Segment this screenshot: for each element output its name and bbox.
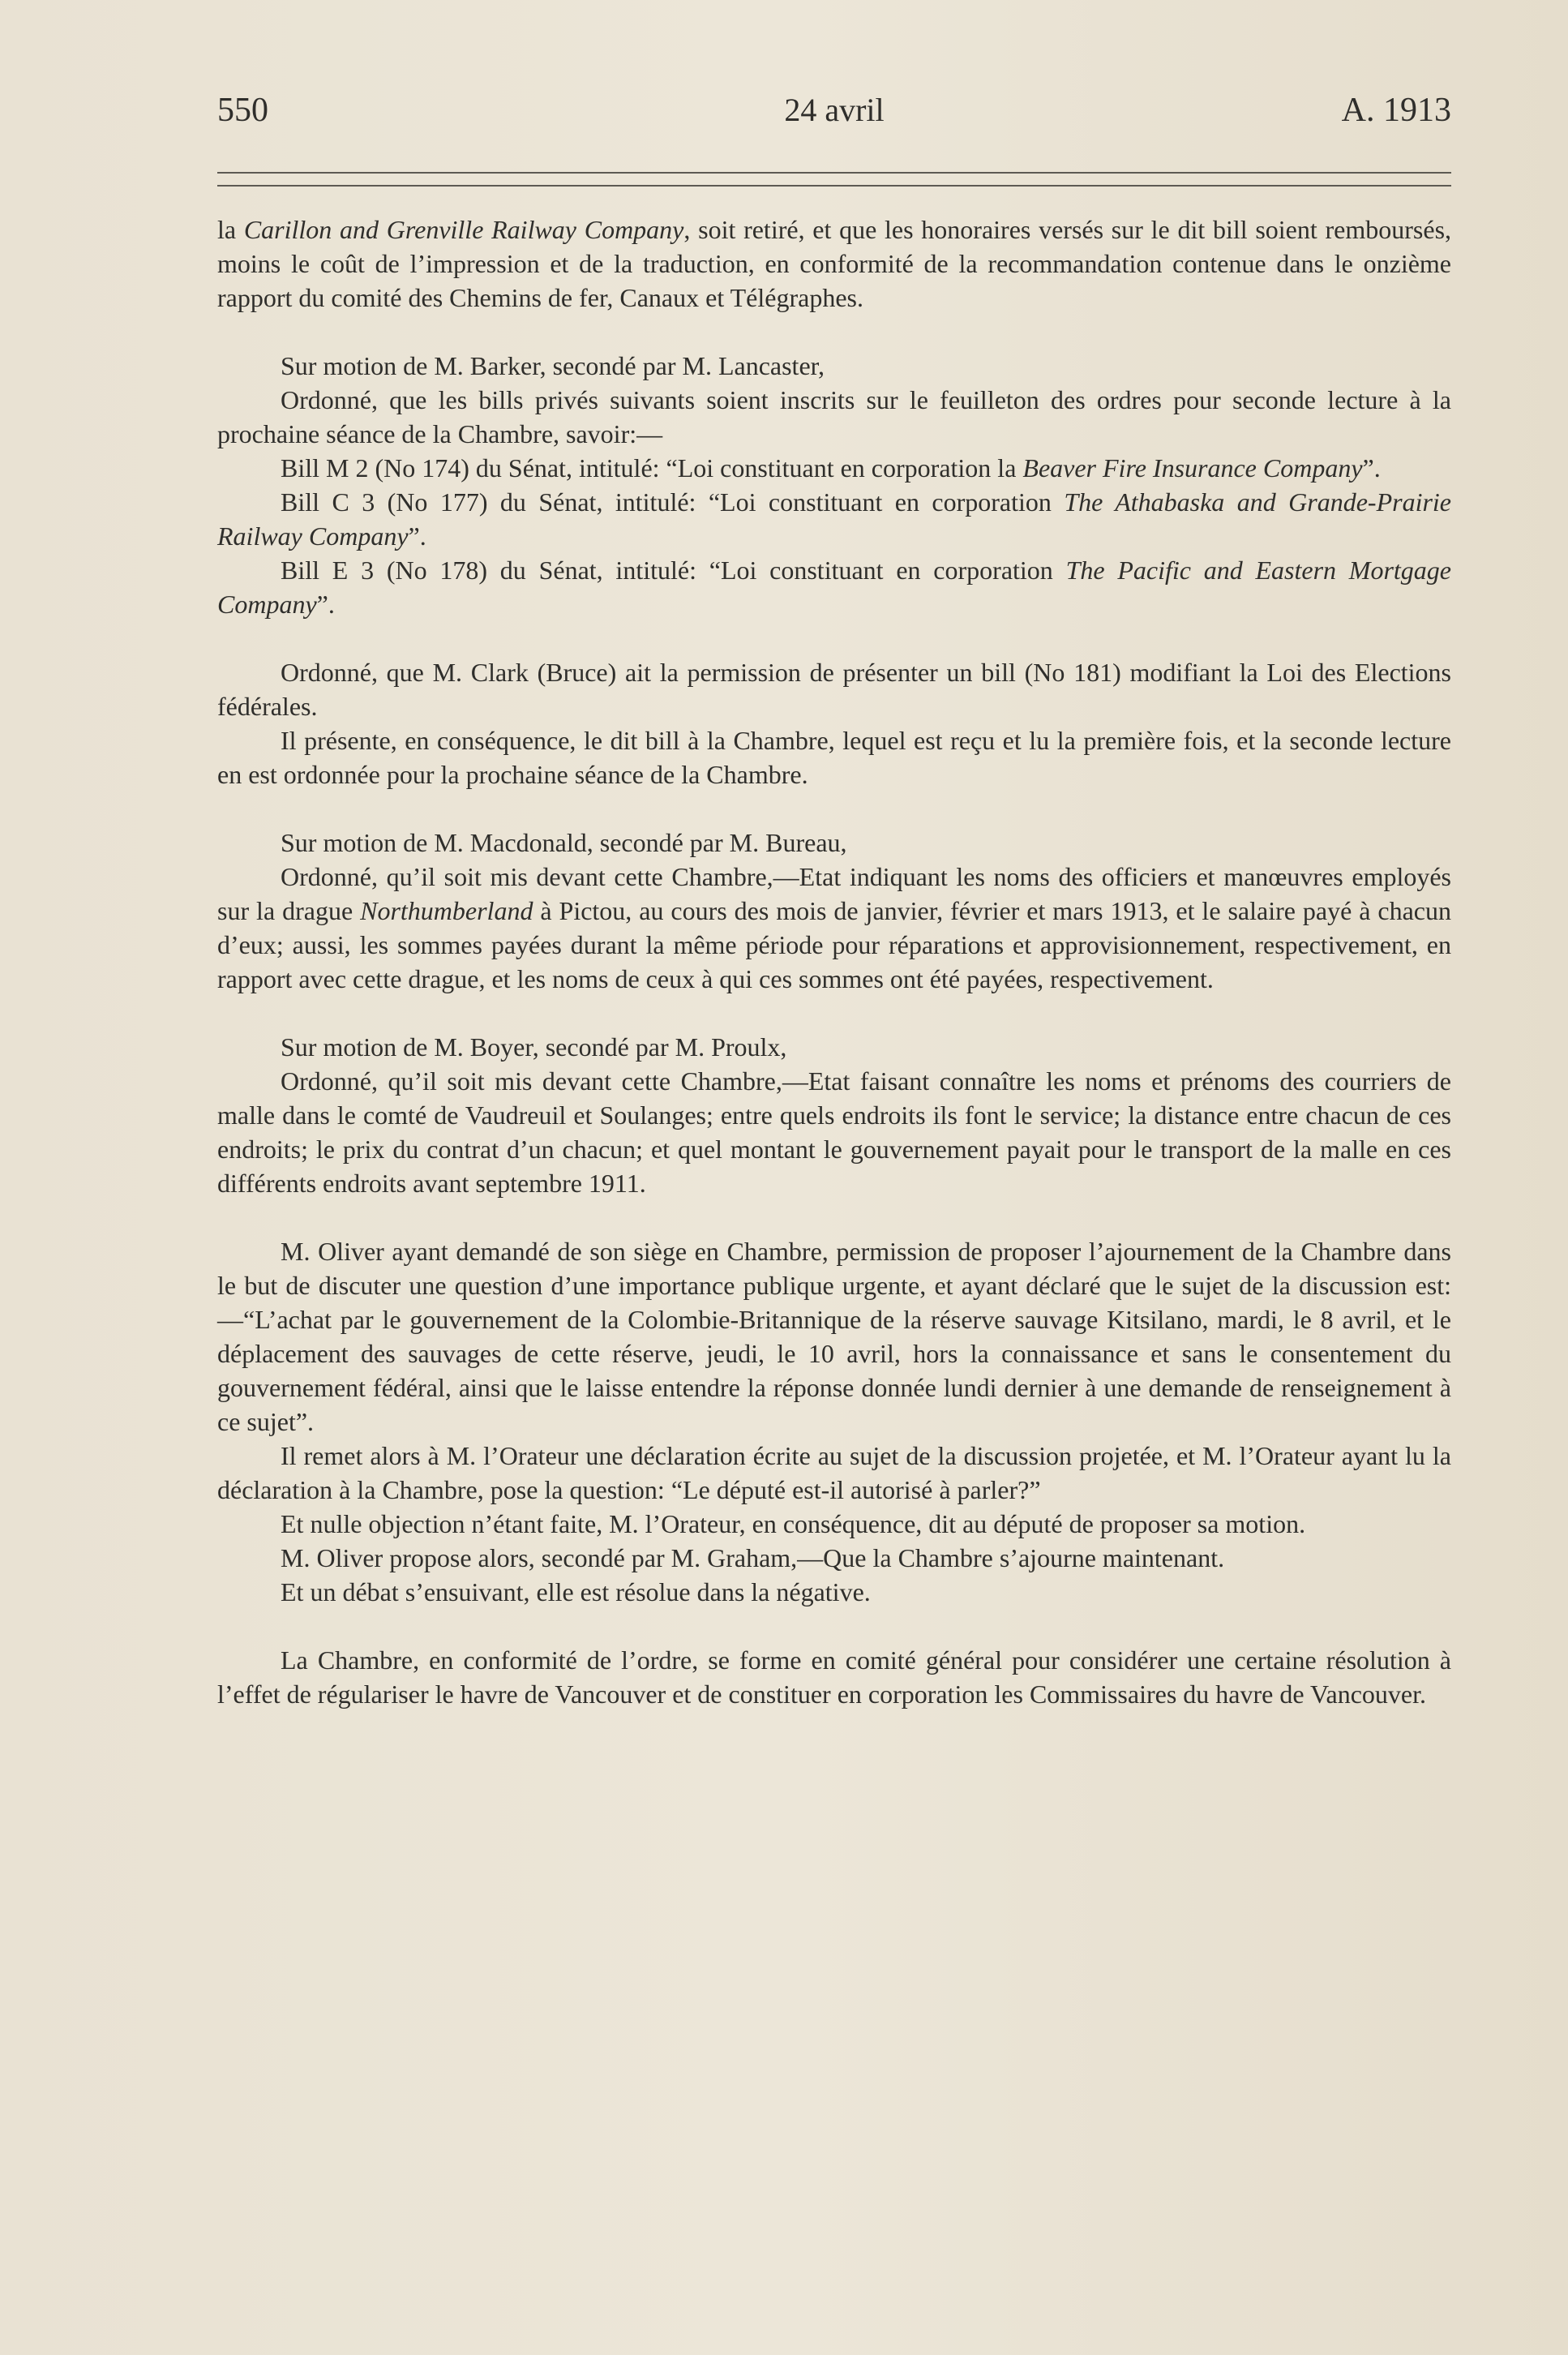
order-northumberland	[217, 860, 1451, 996]
header-rule-top	[217, 172, 1451, 174]
company-name: Carillon and Grenville Railway Company	[243, 215, 684, 244]
paragraph-text: Ordonné, qu’il soit mis devant cette Chambre,—Etat indiquant les noms des officiers et manœuvres employés sur la drague	[217, 862, 1451, 925]
paragraph-text: , soit retiré, et que les honoraires versés sur le dit bill soient remboursés, moins le coût de l’impression et de la traduction, en conformité de la recommandation contenue dans le onzième rapport du comité des Chemins de fer, Canaux et Télégraphes.	[217, 215, 1452, 312]
motion-barker: Sur motion de M. Barker, secondé par M. Lancaster,	[281, 351, 825, 380]
order-clark-bill: Ordonné, que M. Clark (Bruce) ait la permission de présenter un bill (No 181) modifiant la Loi des Elections fédérales.	[217, 658, 1451, 721]
dredge-name: Northumberland	[360, 896, 533, 925]
page-number: 550	[217, 92, 268, 129]
company-name: Beaver Fire Insurance Company	[1022, 453, 1363, 483]
header-rule-bottom	[217, 185, 1451, 187]
committee-vancouver-harbour: La Chambre, en conformité de l’ordre, se forme en comité général pour considérer une certaine résolution à l’effet de régulariser le havre de Vancouver et de constituer en corporation les Commissaires du havre de Vancouver.	[217, 1645, 1451, 1709]
bill-m2	[217, 451, 1451, 485]
bill-e3	[217, 553, 1451, 621]
oliver-adjournment-request: M. Oliver ayant demandé de son siège en Chambre, permission de proposer l’ajournement de la Chambre dans le but de discuter une question d’une importance publique urgente, et ayant déclaré que le sujet de la discussion est:—“L’achat par le gouvernement de la Colombie-Britannique de la réserve sauvage Kitsilano, mardi, le 8 avril, et le déplacement des sauvages de cette réserve, jeudi, le 10 avril, hors la connaissance et sans le consentement du gouvernement fédéral, ainsi que le laisse entendre la réponse donnée lundi dernier à une demande de renseignement à ce sujet”.	[217, 1237, 1451, 1436]
paragraph-text: Bill M 2 (No 174) du Sénat, intitulé: “Loi constituant en corporation la	[281, 453, 1023, 483]
debate-result: Et un débat s’ensuivant, elle est résolue dans la négative.	[281, 1577, 871, 1606]
speaker-question: Il remet alors à M. l’Orateur une déclaration écrite au sujet de la discussion projetée, et M. l’Orateur ayant lu la déclaration à la Chambre, pose la question: “Le député est-il autorisé à parler?”	[217, 1441, 1451, 1504]
oliver-motion: M. Oliver propose alors, secondé par M. Graham,—Que la Chambre s’ajourne maintenant.	[281, 1543, 1225, 1572]
document-body	[217, 212, 1451, 1711]
paragraph-text: ”.	[316, 590, 335, 619]
company-name: The Athabaska and Grande-Prairie Railway Company	[217, 487, 1452, 551]
paragraph-text: ”.	[408, 521, 426, 551]
bill-c3	[217, 485, 1451, 553]
paragraph-text: la	[217, 215, 244, 244]
paragraph-text: Bill C 3 (No 177) du Sénat, intitulé: “Loi constituant en corporation	[281, 487, 1065, 517]
order-mail-carriers: Ordonné, qu’il soit mis devant cette Chambre,—Etat faisant connaître les noms et prénoms des courriers de malle dans le comté de Vaudreuil et Soulanges; entre quels endroits ils font le service; la distance entre chacun de ces endroits; le prix du contrat d’un chacun; et quel montant le gouvernement payait pour le transport de la malle en ces différents endroits avant septembre 1911.	[217, 1066, 1451, 1198]
header-year: A. 1913	[1341, 92, 1451, 129]
motion-boyer: Sur motion de M. Boyer, secondé par M. Proulx,	[281, 1032, 787, 1062]
motion-macdonald: Sur motion de M. Macdonald, secondé par M. Bureau,	[281, 828, 847, 857]
paragraph-text: à Pictou, au cours des mois de janvier, février et mars 1913, et le salaire payé à chacun d’eux; aussi, les sommes payées durant la même période pour réparations et approvisionnement, respectivement, en rapport avec cette drague, et les noms de ceux à qui ces sommes ont été payées, respectivement.	[217, 896, 1452, 993]
no-objection: Et nulle objection n’étant faite, M. l’Orateur, en conséquence, dit au député de proposer sa motion.	[281, 1509, 1306, 1538]
order-private-bills: Ordonné, que les bills privés suivants soient inscrits sur le feuilleton des ordres pour seconde lecture à la prochaine séance de la Chambre, savoir:—	[217, 385, 1451, 448]
company-name: The Pacific and Eastern Mortgage Company	[217, 556, 1452, 619]
paragraph-text: Bill E 3 (No 178) du Sénat, intitulé: “Loi constituant en corporation	[281, 556, 1066, 585]
paragraph-carillon-bill	[217, 212, 1451, 315]
page-header	[217, 91, 1451, 139]
paragraph-text: ”.	[1362, 453, 1381, 483]
bill-presented: Il présente, en conséquence, le dit bill à la Chambre, lequel est reçu et lu la première fois, et la seconde lecture en est ordonnée pour la prochaine séance de la Chambre.	[217, 726, 1451, 789]
header-date: 24 avril	[784, 92, 885, 128]
